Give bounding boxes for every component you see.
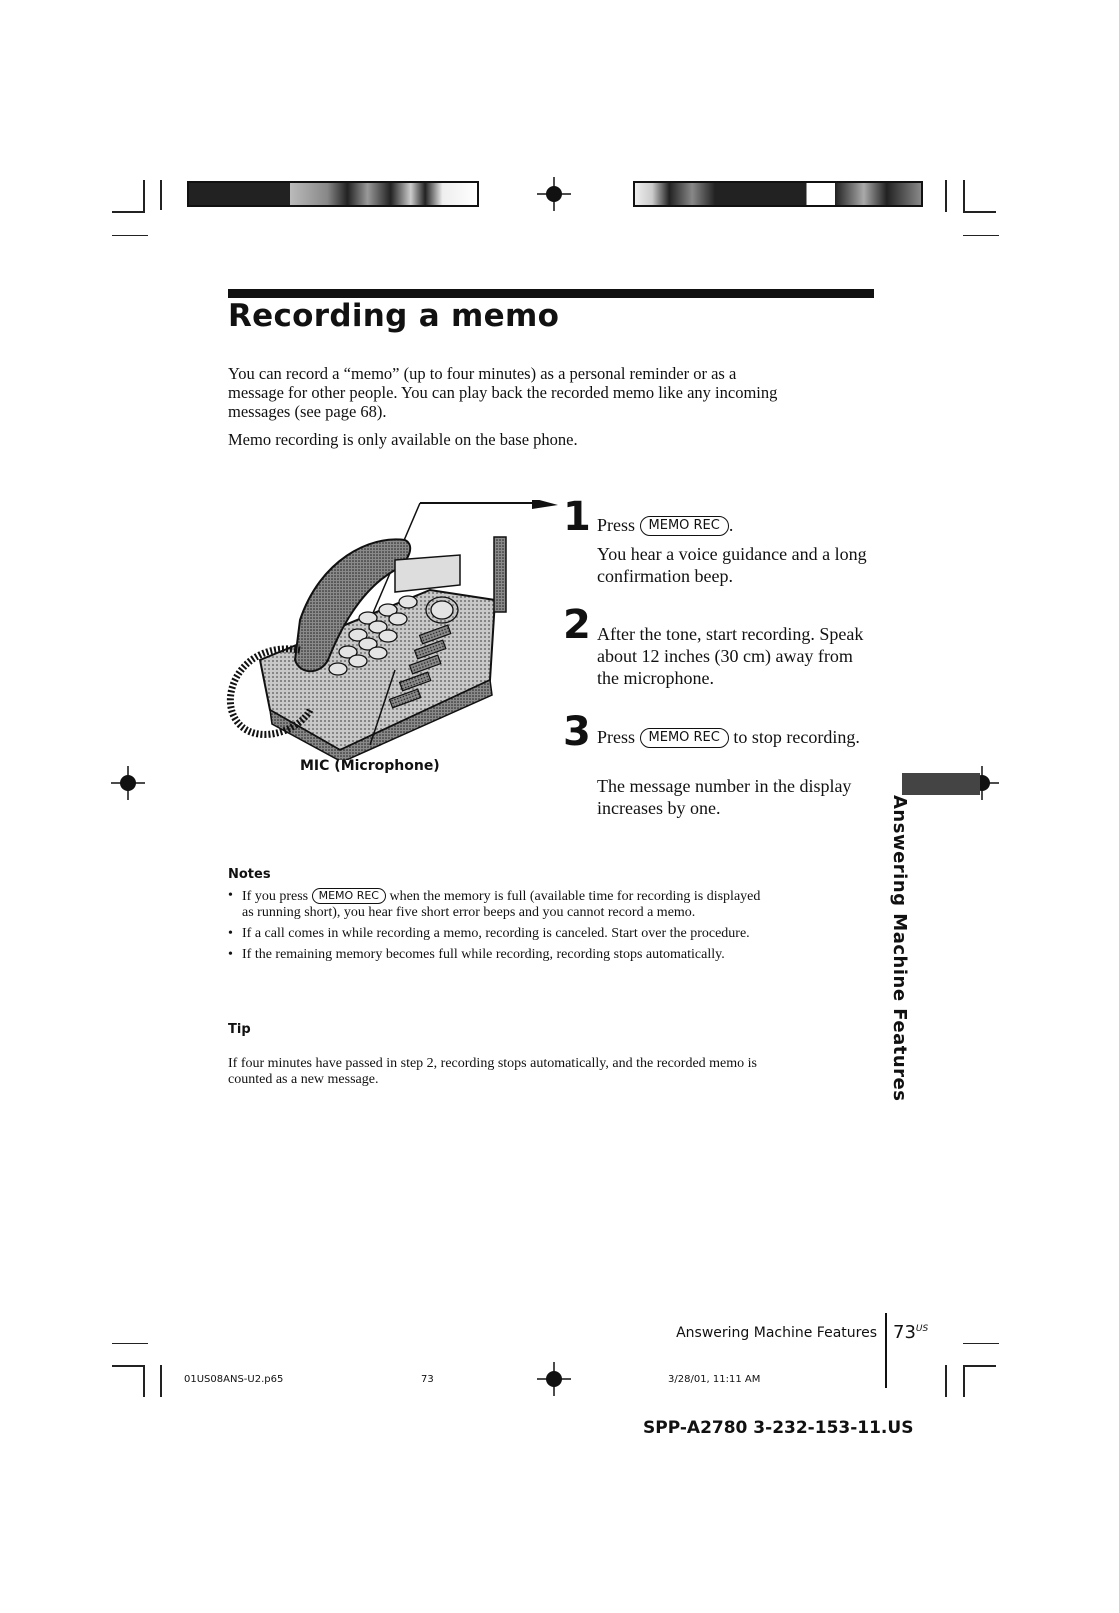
step-3-instruction [597, 726, 877, 748]
step-3-detail: The message number in the display increases by one. [597, 776, 852, 818]
mic-callout-label: MIC (Microphone) [300, 758, 440, 774]
step-2-number: 2 [563, 602, 591, 648]
phone-illustration [220, 500, 580, 760]
note-item [228, 888, 768, 921]
step-3-number: 3 [563, 709, 591, 755]
crop-mark-bottom-left-base [112, 1343, 148, 1344]
side-tab-marker [902, 773, 980, 795]
intro-availability-note: Memo recording is only available on the base phone. [228, 430, 578, 449]
crop-mark-bottom-left-h [112, 1365, 145, 1367]
crop-mark-bottom-left-bar [160, 1365, 162, 1397]
step-1-number: 1 [563, 494, 591, 540]
step-2-instruction: After the tone, start recording. Speak about 12 inches (30 cm) away from the microphone. [597, 624, 864, 688]
tip-text: If four minutes have passed in step 2, recording stops automatically, and the recorded memo is counted as a new message. [228, 1056, 757, 1087]
page-suffix: US [915, 1324, 929, 1334]
slug-file-name: 01US08ANS-U2.p65 [184, 1374, 284, 1385]
registration-target-bottom [537, 1362, 571, 1396]
step-3-press: Press [597, 727, 636, 747]
step-1-detail: You hear a voice guidance and a long confirmation beep. [597, 544, 867, 586]
memo-rec-button: MEMO REC [312, 888, 386, 904]
registration-target-top [537, 177, 571, 211]
crop-mark-bottom-right-base [963, 1343, 999, 1344]
slug-timestamp: 3/28/01, 11:11 AM [668, 1374, 761, 1385]
footer-section-title: Answering Machine Features [676, 1325, 877, 1341]
crop-mark-top-left-base [112, 235, 148, 236]
memo-rec-button: MEMO REC [640, 728, 729, 748]
step-1-press: Press [597, 515, 636, 535]
note-item: • If the remaining memory becomes full while recording, recording stops automatically. [228, 947, 768, 963]
registration-target-left [111, 766, 145, 800]
crop-mark-bottom-right-h [963, 1365, 996, 1367]
title-rule [228, 289, 874, 298]
page-title: Recording a memo [228, 298, 560, 334]
crop-mark-top-right-base [963, 235, 999, 236]
page-number: 73 [893, 1322, 916, 1343]
note-1-suffix: when the memory is full (available time for recording is displayed as running short), you hear five short error beeps and you cannot record a memo. [242, 889, 761, 920]
crop-mark-top-right-h [963, 211, 996, 213]
memo-rec-button: MEMO REC [640, 516, 729, 536]
crop-mark-top-left-h [112, 211, 145, 213]
crop-mark-top-left-v [143, 180, 145, 212]
color-bar-right [633, 181, 923, 207]
step-1-suffix: . [728, 515, 734, 535]
crop-mark-top-right-v [945, 180, 947, 212]
side-tab-label: Answering Machine Features [889, 795, 910, 1102]
step-1-instruction [597, 514, 877, 536]
color-bar-left [187, 181, 479, 207]
crop-mark-bottom-right-v2 [963, 1365, 965, 1397]
crop-mark-top-left-bar [160, 180, 162, 210]
notes-heading: Notes [228, 867, 271, 882]
note-item: • If a call comes in while recording a memo, recording is canceled. Start over the procedure. [228, 926, 768, 942]
step-3-suffix: to stop recording. [733, 727, 860, 747]
notes-list [228, 888, 768, 968]
crop-mark-top-right-bar [963, 180, 965, 212]
crop-mark-bottom-left-v [143, 1365, 145, 1397]
crop-mark-bottom-right-v1 [945, 1365, 947, 1397]
tip-heading: Tip [228, 1022, 251, 1037]
intro-paragraph: You can record a “memo” (up to four minutes) as a personal reminder or as a message for other people. You can play back the recorded memo like any incoming messages (see page 68). [228, 364, 778, 421]
footer-page-number [893, 1322, 928, 1343]
slug-page: 73 [421, 1374, 434, 1385]
footer-divider [885, 1313, 887, 1388]
note-1-prefix: If you press [242, 889, 309, 904]
product-code: SPP-A2780 3-232-153-11.US [643, 1418, 914, 1438]
